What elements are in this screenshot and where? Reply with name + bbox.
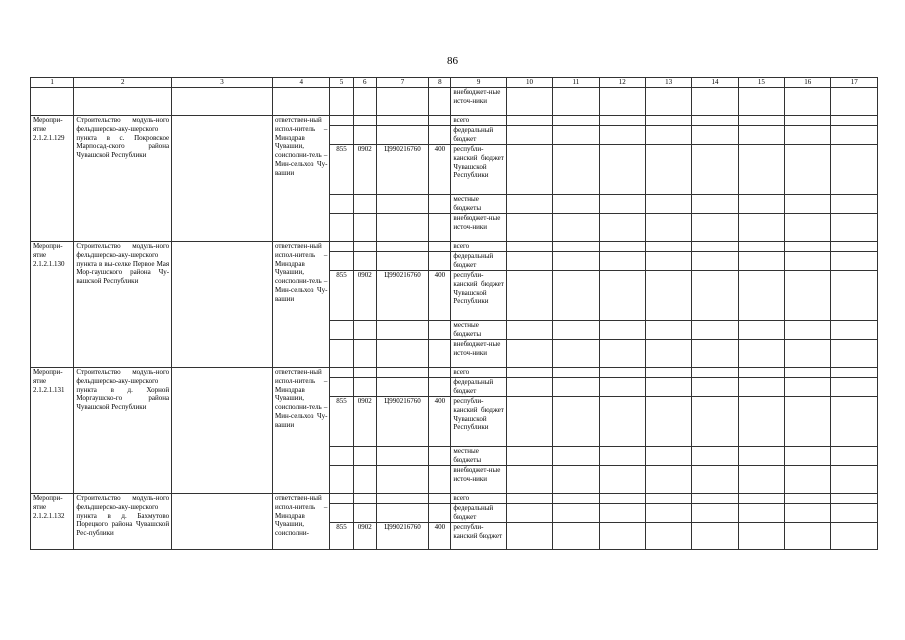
empty-cell [599, 504, 645, 523]
vr-cell: 400 [429, 523, 451, 550]
empty-cell [429, 252, 451, 271]
empty-cell [645, 397, 691, 447]
empty-cell [645, 504, 691, 523]
empty-cell [330, 504, 353, 523]
measure-code-cell: Меропри-ятие 2.1.2.1.130 [31, 242, 74, 368]
empty-cell [831, 504, 878, 523]
empty-cell [330, 466, 353, 494]
empty-cell [831, 494, 878, 504]
measure-name-cell: Строительство модуль-ного фельдшерско-аку-шерского пункта в с. Покровское Марпосад-ского района Чувашской Республики [74, 116, 172, 242]
table-row [31, 88, 878, 116]
empty-cell [429, 340, 451, 368]
empty-cell [645, 126, 691, 145]
column-number-cell: 12 [599, 78, 645, 88]
empty-cell [506, 195, 552, 214]
column-number-cell: 1 [31, 78, 74, 88]
empty-cell [429, 466, 451, 494]
empty-cell [506, 397, 552, 447]
empty-cell [330, 368, 353, 378]
executor-cell: ответствен-ный испол-нитель – Минздрав Чувашии, соисполни-тель – Мин-сельхоз Чу-вашии [272, 116, 329, 242]
empty-cell [785, 214, 831, 242]
empty-cell [738, 88, 784, 116]
empty-cell [376, 321, 428, 340]
empty-cell [738, 321, 784, 340]
empty-cell [376, 466, 428, 494]
empty-cell [692, 252, 738, 271]
empty-cell [553, 523, 599, 550]
empty-cell [506, 504, 552, 523]
column-number-cell: 15 [738, 78, 784, 88]
measure-name-cell: Строительство модуль-ного фельдшерско-аку-шерского пункта в д. Хорной Моргаушско-го района Чувашской Республики [74, 368, 172, 494]
empty-cell [376, 252, 428, 271]
empty-cell [172, 494, 273, 550]
empty-cell [599, 242, 645, 252]
empty-cell [353, 242, 376, 252]
empty-cell [330, 447, 353, 466]
empty-cell [506, 242, 552, 252]
column-number-cell: 14 [692, 78, 738, 88]
empty-cell [738, 145, 784, 195]
empty-cell [553, 340, 599, 368]
column-number-cell: 4 [272, 78, 329, 88]
source-cell: республи-канский бюджет Чувашской Республики [451, 271, 506, 321]
empty-cell [553, 504, 599, 523]
empty-cell [506, 466, 552, 494]
measure-code-cell: Меропри-ятие 2.1.2.1.131 [31, 368, 74, 494]
empty-cell [376, 368, 428, 378]
empty-cell [553, 252, 599, 271]
empty-cell [738, 126, 784, 145]
empty-cell [429, 195, 451, 214]
empty-cell [831, 523, 878, 550]
csr-cell: Ц990216760 [376, 523, 428, 550]
empty-cell [599, 271, 645, 321]
empty-cell [376, 378, 428, 397]
empty-cell [831, 195, 878, 214]
empty-cell [599, 494, 645, 504]
empty-cell [785, 126, 831, 145]
empty-cell [599, 88, 645, 116]
empty-cell [645, 271, 691, 321]
column-number-cell: 11 [553, 78, 599, 88]
empty-cell [376, 195, 428, 214]
measure-name-cell: Строительство модуль-ного фельдшерско-аку-шерского пункта в д. Бахмутово Порецкого района Чувашской Рес-публики [74, 494, 172, 550]
empty-cell [785, 494, 831, 504]
empty-cell [506, 368, 552, 378]
source-cell: федеральный бюджет [451, 504, 506, 523]
empty-cell [645, 242, 691, 252]
source-cell: федеральный бюджет [451, 126, 506, 145]
empty-cell [831, 397, 878, 447]
rzpr-cell: 0902 [353, 523, 376, 550]
empty-cell [506, 252, 552, 271]
source-cell: всего [451, 242, 506, 252]
empty-cell [376, 126, 428, 145]
empty-cell [553, 242, 599, 252]
grbs-cell: 855 [330, 523, 353, 550]
empty-cell [553, 116, 599, 126]
empty-cell [330, 494, 353, 504]
column-number-cell: 16 [785, 78, 831, 88]
empty-cell [330, 126, 353, 145]
executor-cell: ответствен-ный испол-нитель – Минздрав Чувашии, соисполни- [272, 494, 329, 550]
empty-cell [353, 504, 376, 523]
source-cell: всего [451, 368, 506, 378]
empty-cell [645, 214, 691, 242]
empty-cell [738, 340, 784, 368]
empty-cell [172, 88, 273, 116]
source-cell: федеральный бюджет [451, 378, 506, 397]
empty-cell [74, 88, 172, 116]
empty-cell [429, 368, 451, 378]
source-cell: республи-канский бюджет Чувашской Республики [451, 397, 506, 447]
empty-cell [831, 368, 878, 378]
empty-cell [353, 116, 376, 126]
empty-cell [645, 466, 691, 494]
empty-cell [692, 504, 738, 523]
empty-cell [330, 378, 353, 397]
empty-cell [353, 447, 376, 466]
empty-cell [692, 88, 738, 116]
empty-cell [553, 214, 599, 242]
empty-cell [831, 378, 878, 397]
empty-cell [785, 523, 831, 550]
page-number: 86 [447, 55, 458, 67]
empty-cell [692, 214, 738, 242]
empty-cell [645, 252, 691, 271]
empty-cell [376, 494, 428, 504]
empty-cell [738, 368, 784, 378]
empty-cell [738, 271, 784, 321]
empty-cell [738, 494, 784, 504]
empty-cell [330, 252, 353, 271]
empty-cell [831, 242, 878, 252]
empty-cell [738, 504, 784, 523]
empty-cell [785, 397, 831, 447]
empty-cell [506, 321, 552, 340]
source-cell: внебюджет-ные источ-ники [451, 340, 506, 368]
source-cell: всего [451, 494, 506, 504]
empty-cell [353, 252, 376, 271]
empty-cell [553, 88, 599, 116]
empty-cell [785, 242, 831, 252]
empty-cell [506, 494, 552, 504]
empty-cell [785, 321, 831, 340]
empty-cell [353, 214, 376, 242]
column-number-cell: 9 [451, 78, 506, 88]
empty-cell [553, 126, 599, 145]
empty-cell [738, 242, 784, 252]
column-number-cell: 5 [330, 78, 353, 88]
table-row [31, 116, 878, 126]
empty-cell [553, 466, 599, 494]
empty-cell [645, 523, 691, 550]
empty-cell [429, 116, 451, 126]
empty-cell [599, 378, 645, 397]
empty-cell [831, 321, 878, 340]
empty-cell [738, 214, 784, 242]
grbs-cell: 855 [330, 145, 353, 195]
column-number-cell: 6 [353, 78, 376, 88]
source-cell: всего [451, 116, 506, 126]
empty-cell [785, 504, 831, 523]
empty-cell [353, 340, 376, 368]
executor-cell: ответствен-ный испол-нитель – Минздрав Чувашии, соисполни-тель – Мин-сельхоз Чу-вашии [272, 242, 329, 368]
empty-cell [553, 378, 599, 397]
empty-cell [738, 378, 784, 397]
empty-cell [376, 116, 428, 126]
empty-cell [692, 494, 738, 504]
table-row [31, 368, 878, 378]
empty-cell [553, 195, 599, 214]
empty-cell [506, 88, 552, 116]
empty-cell [330, 88, 353, 116]
empty-cell [353, 466, 376, 494]
source-cell: местные бюджеты [451, 195, 506, 214]
empty-cell [429, 321, 451, 340]
empty-cell [831, 116, 878, 126]
empty-cell [376, 504, 428, 523]
source-cell: внебюджет-ные источ-ники [451, 466, 506, 494]
empty-cell [330, 321, 353, 340]
empty-cell [692, 466, 738, 494]
empty-cell [553, 447, 599, 466]
empty-cell [353, 494, 376, 504]
empty-cell [645, 447, 691, 466]
empty-cell [692, 195, 738, 214]
empty-cell [429, 126, 451, 145]
empty-cell [353, 126, 376, 145]
empty-cell [376, 447, 428, 466]
empty-cell [692, 242, 738, 252]
table-row [31, 242, 878, 252]
executor-cell: ответствен-ный испол-нитель – Минздрав Чувашии, соисполни-тель – Мин-сельхоз Чу-вашии [272, 368, 329, 494]
empty-cell [553, 321, 599, 340]
empty-cell [738, 116, 784, 126]
empty-cell [599, 447, 645, 466]
empty-cell [645, 88, 691, 116]
empty-cell [376, 242, 428, 252]
column-number-cell: 2 [74, 78, 172, 88]
column-number-row [31, 78, 878, 88]
empty-cell [506, 214, 552, 242]
empty-cell [599, 252, 645, 271]
empty-cell [330, 340, 353, 368]
grbs-cell: 855 [330, 271, 353, 321]
vr-cell: 400 [429, 397, 451, 447]
empty-cell [831, 126, 878, 145]
empty-cell [429, 378, 451, 397]
empty-cell [738, 523, 784, 550]
empty-cell [645, 368, 691, 378]
empty-cell [506, 378, 552, 397]
source-cell: внебюджет-ные источ-ники [451, 214, 506, 242]
empty-cell [692, 271, 738, 321]
column-number-cell: 7 [376, 78, 428, 88]
empty-cell [599, 523, 645, 550]
empty-cell [692, 447, 738, 466]
empty-cell [553, 271, 599, 321]
source-cell: местные бюджеты [451, 447, 506, 466]
empty-cell [330, 242, 353, 252]
empty-cell [429, 214, 451, 242]
empty-cell [785, 88, 831, 116]
empty-cell [645, 195, 691, 214]
empty-cell [692, 523, 738, 550]
source-cell: местные бюджеты [451, 321, 506, 340]
empty-cell [645, 321, 691, 340]
budget-table [30, 77, 878, 550]
empty-cell [645, 378, 691, 397]
empty-cell [831, 271, 878, 321]
rzpr-cell: 0902 [353, 145, 376, 195]
empty-cell [692, 321, 738, 340]
empty-cell [599, 145, 645, 195]
csr-cell: Ц990216760 [376, 271, 428, 321]
empty-cell [330, 214, 353, 242]
empty-cell [831, 88, 878, 116]
empty-cell [785, 195, 831, 214]
empty-cell [172, 242, 273, 368]
empty-cell [831, 145, 878, 195]
empty-cell [599, 126, 645, 145]
empty-cell [506, 447, 552, 466]
empty-cell [172, 368, 273, 494]
empty-cell [353, 368, 376, 378]
empty-cell [785, 340, 831, 368]
rzpr-cell: 0902 [353, 397, 376, 447]
empty-cell [692, 145, 738, 195]
empty-cell [645, 340, 691, 368]
measure-code-cell: Меропри-ятие 2.1.2.1.129 [31, 116, 74, 242]
empty-cell [692, 397, 738, 447]
rzpr-cell: 0902 [353, 271, 376, 321]
empty-cell [506, 523, 552, 550]
empty-cell [831, 252, 878, 271]
empty-cell [692, 368, 738, 378]
measure-name-cell: Строительство модуль-ного фельдшерско-аку-шерского пункта в вы-селке Первое Мая Мор-гаушского района Чу-вашской Республики [74, 242, 172, 368]
empty-cell [330, 195, 353, 214]
empty-cell [599, 466, 645, 494]
empty-cell [692, 126, 738, 145]
empty-cell [599, 368, 645, 378]
empty-cell [553, 494, 599, 504]
empty-cell [785, 252, 831, 271]
empty-cell [376, 88, 428, 116]
empty-cell [645, 145, 691, 195]
empty-cell [599, 116, 645, 126]
empty-cell [785, 145, 831, 195]
empty-cell [785, 368, 831, 378]
empty-cell [353, 88, 376, 116]
empty-cell [506, 271, 552, 321]
empty-cell [785, 378, 831, 397]
column-number-cell: 13 [645, 78, 691, 88]
column-number-cell: 10 [506, 78, 552, 88]
empty-cell [831, 340, 878, 368]
empty-cell [429, 504, 451, 523]
empty-cell [599, 195, 645, 214]
empty-cell [353, 378, 376, 397]
empty-cell [506, 340, 552, 368]
empty-cell [172, 116, 273, 242]
grbs-cell: 855 [330, 397, 353, 447]
measure-code-cell: Меропри-ятие 2.1.2.1.132 [31, 494, 74, 550]
source-cell: республи-канский бюджет Чувашской Республики [451, 145, 506, 195]
empty-cell [506, 126, 552, 145]
empty-cell [330, 116, 353, 126]
empty-cell [785, 271, 831, 321]
empty-cell [645, 494, 691, 504]
empty-cell [831, 214, 878, 242]
empty-cell [553, 397, 599, 447]
empty-cell [738, 397, 784, 447]
empty-cell [353, 321, 376, 340]
empty-cell [785, 447, 831, 466]
vr-cell: 400 [429, 145, 451, 195]
source-cell: республи-канский бюджет [451, 523, 506, 550]
empty-cell [429, 447, 451, 466]
empty-cell [692, 116, 738, 126]
column-number-cell: 3 [172, 78, 273, 88]
empty-cell [831, 466, 878, 494]
empty-cell [353, 195, 376, 214]
empty-cell [272, 88, 329, 116]
table-row [31, 494, 878, 504]
empty-cell [831, 447, 878, 466]
empty-cell [738, 195, 784, 214]
empty-cell [599, 214, 645, 242]
empty-cell [599, 321, 645, 340]
csr-cell: Ц990216760 [376, 145, 428, 195]
empty-cell [376, 214, 428, 242]
empty-cell [738, 466, 784, 494]
empty-cell [31, 88, 74, 116]
empty-cell [692, 340, 738, 368]
empty-cell [692, 378, 738, 397]
empty-cell [429, 494, 451, 504]
empty-cell [429, 88, 451, 116]
source-cell: внебюджет-ные источ-ники [451, 88, 506, 116]
empty-cell [738, 252, 784, 271]
empty-cell [506, 116, 552, 126]
empty-cell [785, 466, 831, 494]
vr-cell: 400 [429, 271, 451, 321]
empty-cell [429, 242, 451, 252]
empty-cell [599, 340, 645, 368]
empty-cell [376, 340, 428, 368]
column-number-cell: 17 [831, 78, 878, 88]
empty-cell [738, 447, 784, 466]
source-cell: федеральный бюджет [451, 252, 506, 271]
column-number-cell: 8 [429, 78, 451, 88]
empty-cell [785, 116, 831, 126]
csr-cell: Ц990216760 [376, 397, 428, 447]
empty-cell [599, 397, 645, 447]
empty-cell [553, 145, 599, 195]
empty-cell [553, 368, 599, 378]
empty-cell [645, 116, 691, 126]
empty-cell [506, 145, 552, 195]
